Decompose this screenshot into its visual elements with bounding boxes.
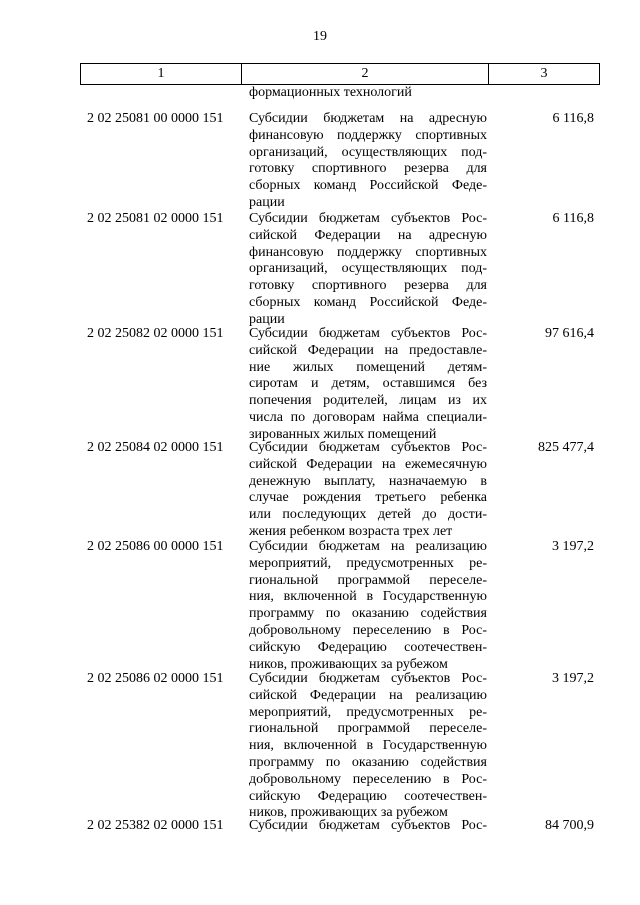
description-line: сийской Федерации на предоставле- <box>249 342 487 358</box>
amount-value: 825 477,4 <box>538 440 594 455</box>
description-line: Субсидии бюджетам субъектов Рос- <box>249 326 487 341</box>
row-description <box>249 818 487 835</box>
description-line: сийской Федерации на реализацию <box>249 687 487 703</box>
budget-code: 2 02 25086 02 0000 151 <box>87 671 224 686</box>
description-line: или последующих детей до дости- <box>249 507 487 523</box>
continuation-text: формационных технологий <box>249 85 412 100</box>
description-line: рации <box>249 311 285 327</box>
table-header <box>80 63 600 85</box>
description-line: Субсидии бюджетам на адресную <box>249 111 487 126</box>
description-line: числа по договорам найма специали- <box>249 409 487 425</box>
description-line: сийской Федерации на ежемесячную <box>249 456 487 472</box>
amount-value: 6 116,8 <box>552 111 594 126</box>
description-line: организаций, осуществляющих под- <box>249 261 487 277</box>
budget-code: 2 02 25382 02 0000 151 <box>87 818 224 833</box>
description-line: гиональной программой переселе- <box>249 572 487 588</box>
description-line: финансовую поддержку спортивных <box>249 244 487 260</box>
budget-code: 2 02 25086 00 0000 151 <box>87 539 224 554</box>
page-number: 19 <box>313 29 327 44</box>
description-line: гиональной программой переселе- <box>249 721 487 737</box>
amount-value: 6 116,8 <box>552 211 594 226</box>
row-description <box>249 211 487 329</box>
description-line: мероприятий, предусмотренных ре- <box>249 555 487 571</box>
description-line: финансовую поддержку спортивных <box>249 127 487 143</box>
description-line: добровольному переселению в Рос- <box>249 771 487 787</box>
description-line: Субсидии бюджетам на реализацию <box>249 539 487 554</box>
description-line: Субсидии бюджетам субъектов Рос- <box>249 440 487 455</box>
amount-value: 97 616,4 <box>545 326 594 341</box>
description-line: программу по оказанию содействия <box>249 754 487 770</box>
description-line: добровольному переселению в Рос- <box>249 622 487 638</box>
budget-code: 2 02 25081 00 0000 151 <box>87 111 224 126</box>
description-line: сийскую Федерацию соотечествен- <box>249 788 487 804</box>
row-description <box>249 326 487 444</box>
description-line: сиротам и детям, оставшимся без <box>249 376 487 392</box>
description-line: случае рождения третьего ребенка <box>249 490 487 506</box>
description-line: рации <box>249 194 285 210</box>
description-line: зированных жилых помещений <box>249 426 437 442</box>
description-line: ников, проживающих за рубежом <box>249 805 448 821</box>
description-line: ния, включенной в Государственную <box>249 589 487 605</box>
amount-value: 3 197,2 <box>552 671 594 686</box>
description-line: программу по оказанию содействия <box>249 606 487 622</box>
row-description <box>249 539 487 673</box>
description-line: организаций, осуществляющих под- <box>249 144 487 160</box>
description-line: ние жилых помещений детям- <box>249 359 487 375</box>
description-line: ников, проживающих за рубежом <box>249 656 448 672</box>
description-line: сийскую Федерацию соотечествен- <box>249 639 487 655</box>
budget-code: 2 02 25081 02 0000 151 <box>87 211 224 226</box>
budget-code: 2 02 25084 02 0000 151 <box>87 440 224 455</box>
budget-code: 2 02 25082 02 0000 151 <box>87 326 224 341</box>
description-line: готовку спортивного резерва для <box>249 278 487 294</box>
row-description <box>249 440 487 541</box>
description-line: готовку спортивного резерва для <box>249 161 487 177</box>
header-col-3: 3 <box>540 66 548 81</box>
header-col-2: 2 <box>242 64 489 84</box>
description-line: сборных команд Российской Феде- <box>249 178 487 194</box>
header-col-1: 1 <box>81 64 242 84</box>
description-line: Субсидии бюджетам субъектов Рос- <box>249 671 487 686</box>
description-line: попечения родителей, лицам из их <box>249 393 487 409</box>
description-line: Субсидии бюджетам субъектов Рос- <box>249 211 487 226</box>
description-line: Субсидии бюджетам субъектов Рос- <box>249 818 487 833</box>
description-line: сийской Федерации на адресную <box>249 227 487 243</box>
description-line: жения ребенком возраста трех лет <box>249 523 453 539</box>
row-description <box>249 671 487 822</box>
description-line: денежную выплату, назначаемую в <box>249 473 487 489</box>
amount-value: 84 700,9 <box>545 818 594 833</box>
description-line: ния, включенной в Государственную <box>249 738 487 754</box>
description-line: сборных команд Российской Феде- <box>249 294 487 310</box>
row-description <box>249 111 487 212</box>
amount-value: 3 197,2 <box>552 539 594 554</box>
description-line: мероприятий, предусмотренных ре- <box>249 704 487 720</box>
